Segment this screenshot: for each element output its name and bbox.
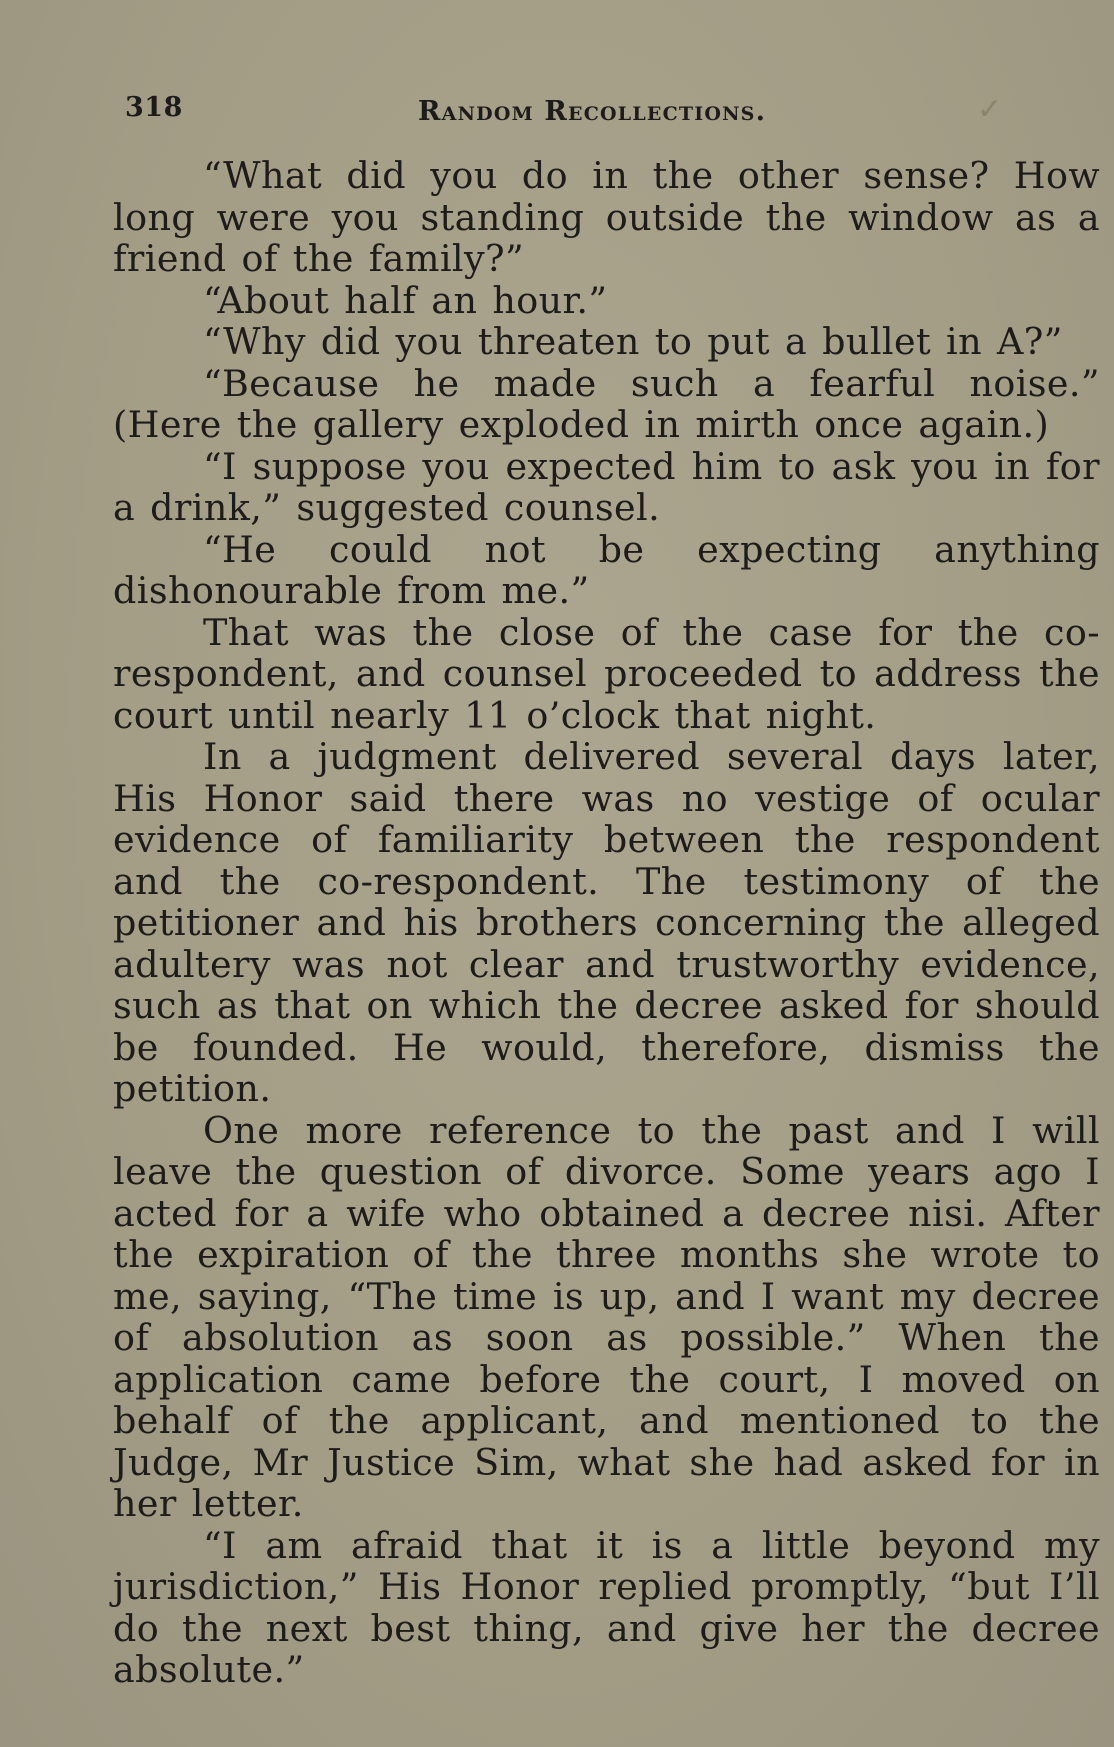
paragraph-7: That was the close of the case for the co-respondent, and counsel proceeded to address the court until nearly 11 o’clock that night. — [113, 610, 1100, 737]
paragraph-8: In a judgment delivered several days later, His Honor said there was no vestige of ocular evidence of familiarity between the respondent and the co-respondent. The testimony of the petitioner and his brothers concerning the alleged adultery was not clear and trustworthy evidence, such as that on which the decree asked for should be founded. He would, therefore, dismiss the petition. — [113, 735, 1100, 1110]
paragraph-3: “Why did you threaten to put a bullet in A?” — [203, 320, 1063, 363]
pencil-mark-icon: ✓ — [977, 92, 1003, 127]
paragraph-2: “About half an hour.” — [203, 278, 608, 322]
paragraph-6: “He could not be expecting anything dishonourable from me.” — [113, 527, 1100, 612]
running-title: Random Recollections. — [418, 96, 767, 127]
paragraph-4: “Because he made such a fearful noise.” (Here the gallery exploded in mirth once again.) — [113, 361, 1100, 446]
body-text — [113, 155, 1100, 1691]
running-head — [125, 92, 1055, 142]
page-number: 318 — [125, 92, 183, 123]
paragraph-10: “I am afraid that it is a little beyond my jurisdiction,” His Honor replied promptly, “but I’ll do the next best thing, and give her the decree absolute.” — [113, 1523, 1100, 1691]
paragraph-9: One more reference to the past and I will leave the question of divorce. Some years ago I acted for a wife who obtained a decree nisi. After the expiration of the three months she wrote to me, saying, “The time is up, and I want my decree of absolution as soon as possible.” When the application came before the court, I moved on behalf of the applicant, and mentioned to the Judge, Mr Justice Sim, what she had asked for in her letter. — [113, 1108, 1100, 1525]
paragraph-1: “What did you do in the other sense? How long were you standing outside the window as a friend of the family?” — [113, 154, 1100, 280]
paragraph-5: “I suppose you expected him to ask you in for a drink,” suggested counsel. — [113, 444, 1100, 529]
